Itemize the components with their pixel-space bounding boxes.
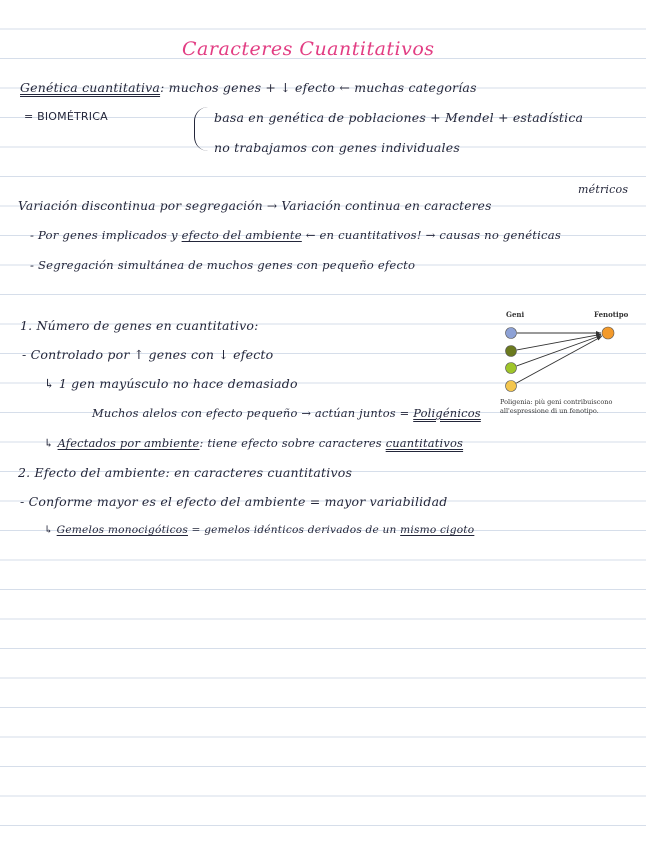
efecto-ambiente-underlined: efecto del ambiente [181, 228, 302, 242]
gene-node-3 [506, 363, 517, 374]
gene-node-1 [506, 328, 517, 339]
poligenicos-term: Poligénicos [413, 406, 481, 420]
gene-node-2 [506, 346, 517, 357]
line-gemelos [44, 524, 474, 536]
gemelos-term: Gemelos monocigóticos [56, 524, 188, 536]
line-genetica [20, 80, 477, 95]
genetica-definition: : muchos genes + ↓ efecto ← muchas categorías [160, 80, 477, 95]
note-metricos: métricos [578, 183, 629, 196]
heading-efecto-ambiente: 2. Efecto del ambiente: en caracteres cuantitativos [18, 465, 353, 480]
gene-arrow-3 [517, 335, 602, 366]
mismo-cigoto-term: mismo cigoto [400, 524, 475, 536]
line-muchos-alelos [92, 406, 481, 420]
line-variacion: Variación discontinua por segregación → Variación continua en caracteres [18, 199, 492, 213]
line-afectados [44, 436, 463, 450]
label-fenotipo: Fenotipo [594, 310, 629, 319]
biometrica-label: = BIOMÉTRICA [24, 110, 108, 123]
muchos-alelos-text: Muchos alelos con efecto pequeño → actúan juntos = [92, 406, 414, 420]
line-no-trabajamos: no trabajamos con genes individuales [214, 140, 460, 155]
line-genes-implicados [30, 228, 561, 242]
term-genetica-cuantitativa: Genética cuantitativa [20, 80, 161, 95]
afectados-ambiente-term: Afectados por ambiente [57, 436, 200, 450]
genes-implicados-text: - Por genes implicados y [30, 228, 182, 242]
line-segregacion: - Segregación simultánea de muchos genes con pequeño efecto [30, 258, 416, 272]
cuantitativos-term: cuantitativos [385, 436, 464, 450]
arrow-glyph: ↳ [44, 436, 58, 450]
polygeny-diagram [500, 320, 635, 410]
gene-arrowhead-4 [597, 336, 602, 340]
heading-numero-genes: 1. Número de genes en cuantitativo: [20, 318, 259, 333]
causas-no-geneticas-text: ← en cuantitativos! → causas no genéticas [301, 228, 562, 242]
line-basa: basa en genética de poblaciones + Mendel + estadística [214, 110, 584, 125]
gene-arrows [516, 331, 602, 383]
gene-arrow-2 [517, 334, 601, 350]
afectados-text: : tiene efecto sobre caracteres [199, 436, 386, 450]
figure-caption: Poligenia: più geni contribuiscono all'espressione di un fenotipo. [500, 398, 613, 415]
gene-arrow-4 [516, 336, 602, 383]
gene-node-4 [506, 381, 517, 392]
page-title: Caracteres Cuantitativos [182, 38, 435, 60]
arrow-glyph-2: ↳ [44, 524, 57, 536]
line-gen-mayusculo: ↳ 1 gen mayúsculo no hace demasiado [44, 376, 298, 391]
bracket-shape [194, 107, 211, 151]
line-conforme: - Conforme mayor es el efecto del ambiente = mayor variabilidad [20, 494, 448, 509]
phenotype-node [602, 327, 614, 339]
label-geni: Geni [506, 310, 525, 319]
line-controlado: - Controlado por ↑ genes con ↓ efecto [22, 347, 274, 362]
gemelos-text: = gemelos idénticos derivados de un [187, 524, 401, 536]
